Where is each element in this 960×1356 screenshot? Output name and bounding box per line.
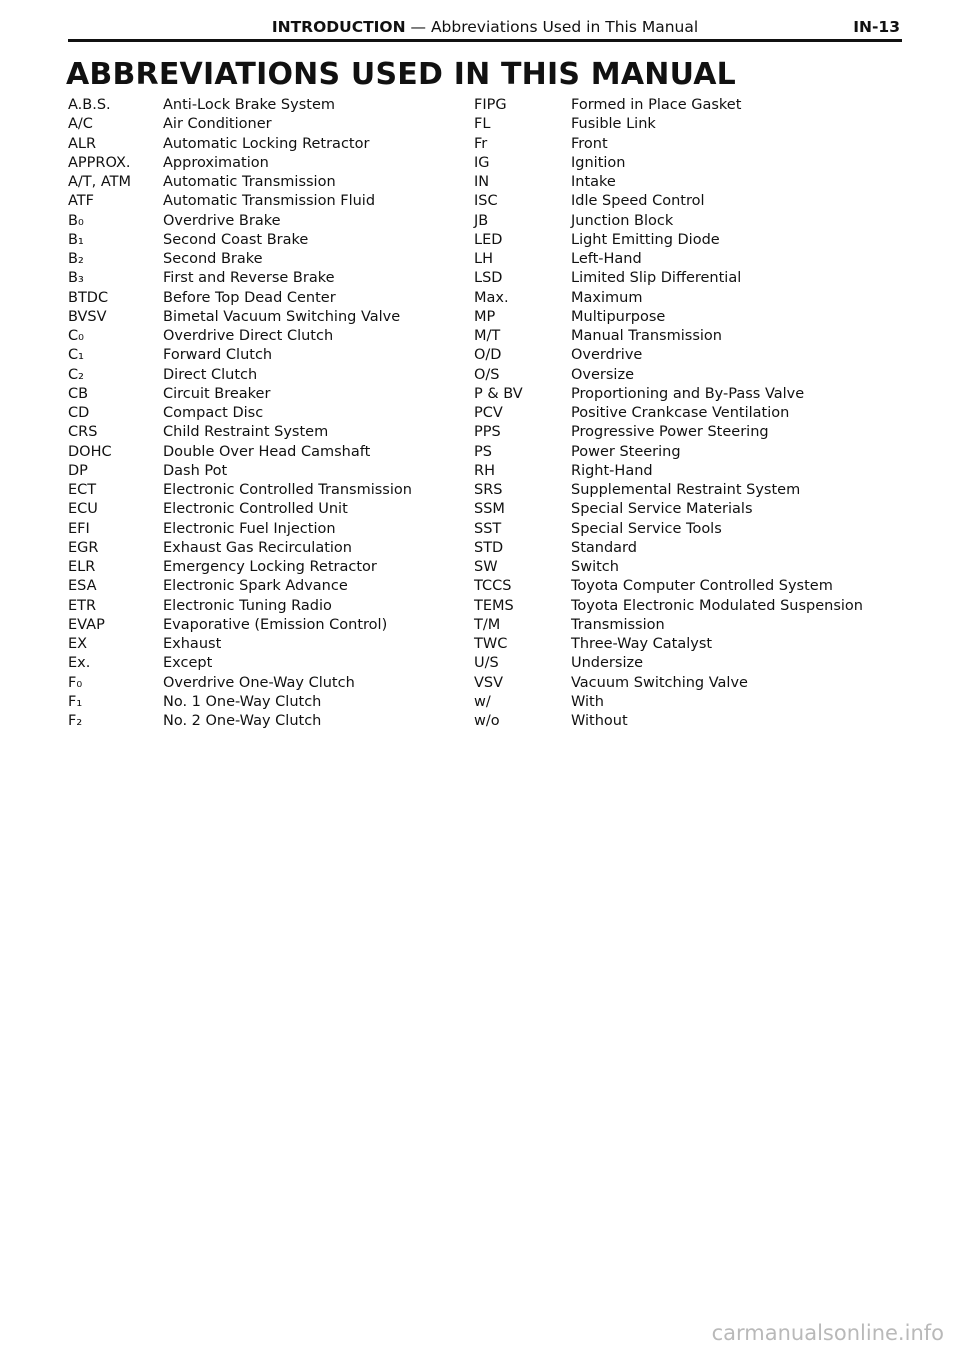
abbreviation: CRS <box>68 424 98 441</box>
abbreviation-meaning: Second Coast Brake <box>163 231 309 248</box>
header-rule <box>68 39 902 42</box>
abbreviation-meaning: Maximum <box>571 289 643 306</box>
abbreviation-meaning: Automatic Transmission Fluid <box>163 193 376 210</box>
abbreviation-meaning: Electronic Spark Advance <box>163 578 348 595</box>
watermark: carmanualsonline.info <box>711 1321 944 1345</box>
abbreviation-meaning: Formed in Place Gasket <box>571 97 742 113</box>
abbreviation-meaning: Proportioning and By-Pass Valve <box>571 385 805 402</box>
abbreviation-meaning: Overdrive Brake <box>163 212 281 229</box>
abbreviation: IN <box>474 174 490 190</box>
abbreviation-meaning: Positive Crankcase Ventilation <box>571 405 790 421</box>
abbreviation-meaning: Toyota Electronic Modulated Suspension <box>571 597 863 614</box>
abbreviation-meaning: Anti-Lock Brake System <box>163 97 336 113</box>
abbreviation: ALR <box>68 135 97 152</box>
abbreviation: SSM <box>474 501 505 518</box>
abbreviation: BTDC <box>68 289 109 306</box>
abbreviation-meaning: With <box>571 693 604 710</box>
abbreviation-meaning: No. 2 One-Way Clutch <box>163 713 322 729</box>
abbreviation-meaning: Overdrive One-Way Clutch <box>163 674 355 691</box>
abbreviation: ESA <box>68 578 97 595</box>
abbreviation: O/S <box>474 366 500 383</box>
abbreviation-meaning: Vacuum Switching Valve <box>571 674 748 691</box>
abbreviation: CD <box>68 405 90 421</box>
abbreviation-meaning: Compact Disc <box>163 405 264 421</box>
abbreviation-meaning: Transmission <box>571 616 665 633</box>
abbreviation-meaning: Electronic Controlled Transmission <box>163 482 412 498</box>
abbreviation: U/S <box>474 655 499 672</box>
abbreviation: MP <box>474 308 496 325</box>
page-title: ABBREVIATIONS USED IN THIS MANUAL <box>66 57 736 92</box>
abbreviation-meaning: Dash Pot <box>163 462 228 479</box>
abbreviation-meaning: Special Service Materials <box>571 501 753 518</box>
abbreviation-meaning: Supplemental Restraint System <box>571 482 801 498</box>
abbreviation-meaning: Special Service Tools <box>571 520 722 537</box>
abbreviation: APPROX. <box>68 154 131 171</box>
abbreviation-meaning: Air Conditioner <box>163 116 272 133</box>
abbreviation: FIPG <box>474 97 507 113</box>
abbreviation: ECU <box>68 501 98 518</box>
abbreviation: C₁ <box>68 347 84 364</box>
abbreviation: JB <box>474 212 489 229</box>
abbreviation-meaning: Light Emitting Diode <box>571 231 720 248</box>
abbreviation: C₂ <box>68 366 84 383</box>
abbreviation: w/ <box>474 693 491 710</box>
abbreviation-meaning: Automatic Transmission <box>163 174 336 190</box>
abbreviation: EGR <box>68 539 99 556</box>
abbreviation-meaning: Evaporative (Emission Control) <box>163 616 388 633</box>
abbreviation-meaning: Switch <box>571 559 619 575</box>
abbreviation: TEMS <box>474 597 514 614</box>
abbreviation: EX <box>68 636 88 652</box>
abbreviation-meaning: Exhaust Gas Recirculation <box>163 539 352 556</box>
abbreviation-meaning: Emergency Locking Retractor <box>163 559 377 575</box>
abbreviation: B₃ <box>68 270 84 287</box>
abbreviation-meaning: Exhaust <box>163 636 222 652</box>
abbreviation: Ex. <box>68 655 91 672</box>
abbreviation-meaning: Child Restraint System <box>163 424 329 441</box>
abbreviation: ETR <box>68 597 97 614</box>
abbreviation: w/o <box>474 713 500 729</box>
abbreviation-meaning: Before Top Dead Center <box>163 289 336 306</box>
abbreviation-meaning: Forward Clutch <box>163 347 273 364</box>
abbreviation: CB <box>68 385 89 402</box>
abbreviation-meaning: Idle Speed Control <box>571 193 705 210</box>
abbreviation: RH <box>474 462 495 479</box>
abbreviation-meaning: First and Reverse Brake <box>163 270 335 287</box>
abbreviation-meaning: Three-Way Catalyst <box>571 636 713 652</box>
abbreviation: DP <box>68 462 88 479</box>
abbreviation-meaning: Electronic Fuel Injection <box>163 520 336 537</box>
abbreviation: B₂ <box>68 251 84 267</box>
abbreviation: F₀ <box>68 674 83 691</box>
abbreviation: SW <box>474 559 498 575</box>
abbreviation: A/T, ATM <box>68 174 132 190</box>
abbreviation: LED <box>474 231 503 248</box>
abbreviation: LSD <box>474 270 503 287</box>
abbreviation: ELR <box>68 559 96 575</box>
abbreviation: P & BV <box>474 385 523 402</box>
abbreviation-meaning: Front <box>571 135 608 152</box>
abbreviation: DOHC <box>68 443 112 460</box>
abbreviation: TWC <box>474 636 508 652</box>
abbreviation: VSV <box>474 674 504 691</box>
abbreviation: ISC <box>474 193 498 210</box>
abbreviation: PCV <box>474 405 503 421</box>
header-subtitle: — Abbreviations Used in This Manual <box>410 18 699 36</box>
abbreviation: TCCS <box>474 578 512 595</box>
abbreviation-meaning: Power Steering <box>571 443 681 460</box>
abbreviation-meaning: Multipurpose <box>571 308 666 325</box>
abbreviation-meaning: Overdrive Direct Clutch <box>163 328 334 344</box>
abbreviation: T/M <box>474 616 501 633</box>
abbreviation-meaning: Direct Clutch <box>163 366 258 383</box>
abbreviation-meaning: Toyota Computer Controlled System <box>571 578 833 595</box>
abbreviation: ECT <box>68 482 97 498</box>
abbreviation-meaning: Right-Hand <box>571 462 653 479</box>
abbreviation: C₀ <box>68 328 84 344</box>
abbreviation: B₀ <box>68 212 84 229</box>
abbreviation-meaning: Overdrive <box>571 347 643 364</box>
abbreviation: F₁ <box>68 693 83 710</box>
abbreviation-meaning: Double Over Head Camshaft <box>163 443 371 460</box>
abbreviation-meaning: Second Brake <box>163 251 263 267</box>
abbreviation: PPS <box>474 424 501 441</box>
abbreviation: FL <box>474 116 491 133</box>
abbreviation-meaning: Bimetal Vacuum Switching Valve <box>163 308 401 325</box>
abbreviation: A/C <box>68 116 93 133</box>
abbreviation-meaning: Approximation <box>163 154 269 171</box>
abbreviation: Fr <box>474 135 488 152</box>
abbreviation-meaning: Automatic Locking Retractor <box>163 135 370 152</box>
abbreviation: LH <box>474 251 493 267</box>
abbreviation-meaning: Undersize <box>571 655 644 672</box>
abbreviation-meaning: Standard <box>571 539 637 556</box>
abbreviation: A.B.S. <box>68 97 111 113</box>
header-section: INTRODUCTION <box>271 18 406 36</box>
abbreviation: ATF <box>68 193 94 210</box>
abbreviation: BVSV <box>68 308 107 325</box>
abbreviation-meaning: No. 1 One-Way Clutch <box>163 693 322 710</box>
abbreviation: EFI <box>68 520 90 537</box>
header-page-number: IN-13 <box>853 18 900 36</box>
abbreviation: PS <box>474 443 492 460</box>
abbreviation-meaning: Without <box>571 713 628 729</box>
abbreviation-meaning: Junction Block <box>571 212 674 229</box>
abbreviation-meaning: Left-Hand <box>571 251 642 267</box>
abbreviation: B₁ <box>68 231 84 248</box>
abbreviation-meaning: Except <box>163 655 213 672</box>
abbreviation: O/D <box>474 347 502 364</box>
abbreviation-meaning: Ignition <box>571 154 626 171</box>
abbreviation-meaning: Manual Transmission <box>571 328 722 344</box>
abbreviation: SST <box>474 520 502 537</box>
abbreviation-meaning: Fusible Link <box>571 116 656 133</box>
abbreviation-meaning: Circuit Breaker <box>163 385 271 402</box>
abbreviation: M/T <box>474 328 501 344</box>
abbreviation-meaning: Oversize <box>571 366 634 383</box>
abbreviation-meaning: Limited Slip Differential <box>571 270 742 287</box>
abbreviation: STD <box>474 539 504 556</box>
abbreviation-meaning: Progressive Power Steering <box>571 424 769 441</box>
header-title <box>70 16 900 38</box>
abbreviation: IG <box>474 154 490 171</box>
abbreviation: EVAP <box>68 616 105 633</box>
abbreviation-meaning: Electronic Controlled Unit <box>163 501 348 518</box>
abbreviation-meaning: Electronic Tuning Radio <box>163 597 332 614</box>
abbreviation-meaning: Intake <box>571 174 616 190</box>
abbreviation: Max. <box>474 289 509 306</box>
abbreviation: F₂ <box>68 713 83 729</box>
abbreviation: SRS <box>474 482 503 498</box>
